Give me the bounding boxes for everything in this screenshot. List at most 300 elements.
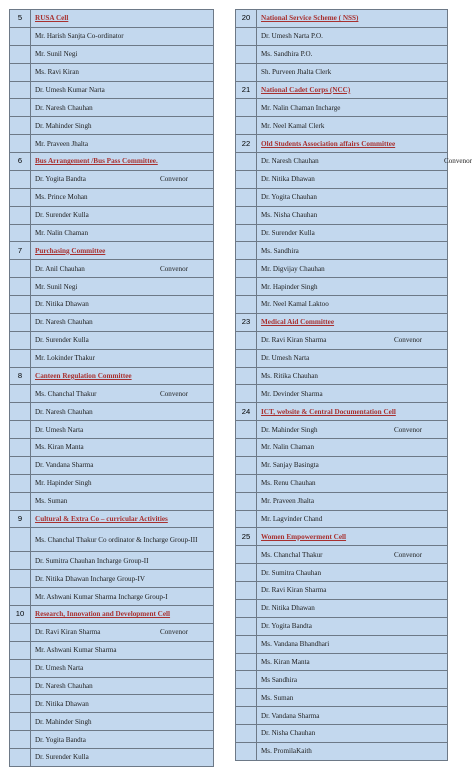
member-cell	[257, 63, 448, 81]
member-name: Dr. Vandana Sharma	[261, 711, 320, 720]
member-name: Dr. Nisha Chauhan	[261, 729, 316, 738]
number-cell	[10, 731, 31, 749]
committee-number: 20	[236, 10, 257, 28]
committee-title: National Service Scheme ( NSS)	[257, 10, 448, 28]
member-row	[236, 27, 448, 45]
member-row	[10, 570, 214, 588]
member-name: Mr. Ashwani Kumar Sharma Incharge Group-I	[35, 592, 168, 601]
member-name: Mr. Praveen Jhalta	[35, 139, 88, 148]
member-name: Mr. Nalin Chaman	[261, 443, 314, 452]
member-row	[236, 564, 448, 582]
member-row	[236, 617, 448, 635]
member-row	[236, 689, 448, 707]
member-row	[10, 224, 214, 242]
member-row	[236, 170, 448, 188]
number-cell	[10, 331, 31, 349]
member-row	[10, 99, 214, 117]
member-cell	[31, 313, 214, 331]
member-row	[10, 63, 214, 81]
member-cell	[257, 296, 448, 314]
member-cell	[257, 278, 448, 296]
number-cell	[236, 385, 257, 403]
number-cell	[236, 99, 257, 117]
member-name: Mr. Praveen Jhalta	[261, 497, 314, 506]
number-cell	[236, 349, 257, 367]
number-cell	[236, 474, 257, 492]
member-cell	[257, 224, 448, 242]
member-name: Dr. Surender Kulla	[35, 336, 89, 345]
number-cell	[236, 742, 257, 760]
number-cell	[10, 385, 31, 403]
member-row	[10, 588, 214, 606]
member-cell	[257, 242, 448, 260]
member-name: Dr. Naresh Chauhan	[35, 407, 93, 416]
member-name: Ms. Renu Chauhan	[261, 479, 316, 488]
member-row	[236, 492, 448, 510]
member-row	[236, 635, 448, 653]
member-row	[236, 742, 448, 760]
number-cell	[10, 439, 31, 457]
member-cell	[31, 641, 214, 659]
member-cell	[257, 474, 448, 492]
member-name: Dr. Surender Kulla	[261, 228, 315, 237]
member-row	[236, 224, 448, 242]
member-cell	[31, 528, 214, 552]
member-cell	[31, 296, 214, 314]
committee-number: 6	[10, 153, 31, 171]
member-role: Convenor	[394, 550, 422, 559]
number-cell	[236, 278, 257, 296]
committee-title: National Cadet Corps (NCC)	[257, 81, 448, 99]
member-row	[236, 242, 448, 260]
member-cell	[31, 278, 214, 296]
number-cell	[10, 713, 31, 731]
member-row	[236, 599, 448, 617]
member-name: Dr. Yogita Bandta	[35, 175, 86, 184]
member-row	[10, 641, 214, 659]
member-row	[10, 188, 214, 206]
number-cell	[236, 707, 257, 725]
member-cell	[31, 456, 214, 474]
member-row	[236, 671, 448, 689]
number-cell	[236, 492, 257, 510]
member-name: Mr. Sanjay Basingta	[261, 461, 319, 470]
member-row	[10, 623, 214, 641]
number-cell	[10, 206, 31, 224]
member-cell	[257, 742, 448, 760]
committee-title: Cultural & Extra Co – curricular Activities	[31, 510, 214, 528]
number-cell	[236, 725, 257, 743]
member-name: Mr. Hapinder Singh	[35, 479, 92, 488]
member-cell	[31, 224, 214, 242]
member-cell	[31, 492, 214, 510]
member-name: Dr. Naresh Chauhan	[35, 318, 93, 327]
member-row	[236, 99, 448, 117]
number-cell	[236, 439, 257, 457]
committee-number: 21	[236, 81, 257, 99]
member-cell	[257, 671, 448, 689]
member-row	[10, 278, 214, 296]
committee-header-row	[10, 367, 214, 385]
member-cell	[257, 99, 448, 117]
member-name: Dr. Sumitra Chauhan Incharge Group-II	[35, 556, 149, 565]
member-name: Dr. Nitika Dhawan	[35, 300, 89, 309]
member-row	[10, 528, 214, 552]
member-name: Dr. Vandana Sharma	[35, 461, 94, 470]
committee-header-row	[10, 606, 214, 624]
number-cell	[10, 63, 31, 81]
number-cell	[236, 421, 257, 439]
member-cell	[31, 349, 214, 367]
member-row	[10, 439, 214, 457]
committee-title: Purchasing Committee	[31, 242, 214, 260]
member-name: Mr. Lokinder Thakur	[35, 354, 95, 363]
committee-header-row	[10, 10, 214, 28]
number-cell	[10, 623, 31, 641]
member-name: Ms. Sandhira	[261, 246, 299, 255]
member-row	[10, 421, 214, 439]
member-name: Dr. Naresh Chauhan	[35, 681, 93, 690]
member-name: Dr. Umesh Narta P.O.	[261, 32, 323, 41]
member-row	[236, 153, 448, 171]
member-row	[10, 474, 214, 492]
member-cell	[31, 45, 214, 63]
number-cell	[236, 206, 257, 224]
number-cell	[236, 546, 257, 564]
committee-number: 24	[236, 403, 257, 421]
member-cell	[31, 117, 214, 135]
number-cell	[10, 81, 31, 99]
number-cell	[236, 170, 257, 188]
number-cell	[10, 492, 31, 510]
number-cell	[10, 695, 31, 713]
member-cell	[31, 385, 214, 403]
member-cell	[257, 510, 448, 528]
number-cell	[236, 45, 257, 63]
committee-number: 5	[10, 10, 31, 28]
committee-header-row	[236, 10, 448, 28]
member-row	[236, 456, 448, 474]
member-row	[10, 206, 214, 224]
member-cell	[31, 695, 214, 713]
member-row	[10, 713, 214, 731]
member-cell	[31, 331, 214, 349]
member-row	[10, 552, 214, 570]
member-name: Ms. Ravi Kiran	[35, 68, 79, 77]
number-cell	[236, 510, 257, 528]
member-role: Convenor	[160, 264, 188, 273]
member-name: Ms. Prince Mohan	[35, 193, 88, 202]
committee-header-row	[10, 153, 214, 171]
number-cell	[236, 582, 257, 600]
member-name: Ms. Chanchal Thakur Co ordinator & Incharge Group-III	[35, 535, 198, 544]
member-name: Dr. Umesh Kumar Narta	[35, 85, 105, 94]
number-cell	[236, 242, 257, 260]
committee-title: ICT, website & Central Documentation Cell	[257, 403, 448, 421]
member-cell	[257, 653, 448, 671]
member-row	[236, 63, 448, 81]
member-row	[236, 439, 448, 457]
member-name: Dr. Surender Kulla	[35, 753, 89, 762]
member-row	[10, 260, 214, 278]
member-cell	[31, 623, 214, 641]
number-cell	[236, 456, 257, 474]
member-name: Ms. Sandhira P.O.	[261, 50, 313, 59]
member-name: Ms. Suman	[35, 497, 68, 506]
number-cell	[236, 653, 257, 671]
member-row	[236, 725, 448, 743]
committee-header-row	[236, 528, 448, 546]
member-cell	[257, 349, 448, 367]
member-row	[10, 695, 214, 713]
number-cell	[10, 296, 31, 314]
member-name: Mr. Hapinder Singh	[261, 282, 318, 291]
member-name: Mr. Neel Kamal Laktoo	[261, 300, 329, 309]
member-row	[236, 510, 448, 528]
member-cell	[257, 367, 448, 385]
number-cell	[10, 313, 31, 331]
member-row	[10, 349, 214, 367]
member-cell	[31, 421, 214, 439]
member-cell	[31, 570, 214, 588]
member-row	[10, 492, 214, 510]
member-cell	[257, 188, 448, 206]
number-cell	[10, 278, 31, 296]
member-cell	[257, 582, 448, 600]
committee-title: Research, Innovation and Development Cell	[31, 606, 214, 624]
number-cell	[10, 27, 31, 45]
committee-number: 23	[236, 313, 257, 331]
number-cell	[236, 331, 257, 349]
number-cell	[10, 570, 31, 588]
committee-number: 22	[236, 135, 257, 153]
member-row	[236, 296, 448, 314]
member-name: Ms. Vandana Bhandhari	[261, 640, 330, 649]
member-row	[10, 403, 214, 421]
member-name: Ms. Chanchal Thakur	[261, 550, 323, 559]
member-row	[236, 707, 448, 725]
member-name: Mr. Lagvinder Chand	[261, 514, 323, 523]
committee-title: Women Empowerment Cell	[257, 528, 448, 546]
member-name: Mr. Nalin Chaman	[35, 228, 88, 237]
member-row	[10, 385, 214, 403]
member-cell	[31, 188, 214, 206]
number-cell	[10, 528, 31, 552]
number-cell	[236, 599, 257, 617]
member-row	[10, 135, 214, 153]
member-cell	[31, 260, 214, 278]
member-role: Convenor	[160, 628, 188, 637]
member-name: Ms. Chanchal Thakur	[35, 389, 97, 398]
member-row	[236, 546, 448, 564]
member-name: Dr. Naresh Chauhan	[261, 157, 319, 166]
number-cell	[236, 117, 257, 135]
member-row	[236, 474, 448, 492]
member-row	[10, 81, 214, 99]
committee-number: 7	[10, 242, 31, 260]
number-cell	[236, 188, 257, 206]
member-cell	[257, 331, 448, 349]
member-name: Mr. Neel Kamal Clerk	[261, 121, 325, 130]
member-name: Dr. Nitika Dhawan	[261, 604, 315, 613]
right-committee-table	[235, 9, 472, 761]
member-name: Dr. Ravi Kiran Sharma	[35, 628, 101, 637]
member-name: Ms. Nisha Chauhan	[261, 211, 318, 220]
member-cell	[257, 689, 448, 707]
committee-title: Canteen Regulation Committee	[31, 367, 214, 385]
committee-header-row	[236, 403, 448, 421]
member-name: Dr. Mahinder Singh	[261, 425, 318, 434]
member-row	[10, 313, 214, 331]
member-row	[236, 45, 448, 63]
committee-title: RUSA Cell	[31, 10, 214, 28]
number-cell	[10, 659, 31, 677]
number-cell	[10, 641, 31, 659]
member-cell	[257, 725, 448, 743]
member-name: Dr. Ravi Kiran Sharma	[261, 336, 327, 345]
number-cell	[10, 135, 31, 153]
member-row	[236, 278, 448, 296]
member-name: Ms Sandhira	[261, 675, 298, 684]
member-name: Dr. Nitika Dhawan	[261, 175, 315, 184]
member-cell	[257, 153, 472, 171]
number-cell	[10, 45, 31, 63]
number-cell	[236, 27, 257, 45]
member-role: Convenor	[394, 336, 422, 345]
member-name: Mr. Ashwani Kumar Sharma	[35, 646, 117, 655]
member-row	[236, 385, 448, 403]
member-cell	[31, 81, 214, 99]
member-row	[10, 27, 214, 45]
number-cell	[10, 188, 31, 206]
number-cell	[10, 552, 31, 570]
number-cell	[236, 617, 257, 635]
member-cell	[31, 588, 214, 606]
number-cell	[10, 474, 31, 492]
member-name: Dr. Nitika Dhawan Incharge Group-IV	[35, 574, 145, 583]
member-name: Mr. Digvijay Chauhan	[261, 264, 325, 273]
member-cell	[31, 677, 214, 695]
committee-header-row	[236, 81, 448, 99]
committee-title: Medical Aid Committee	[257, 313, 448, 331]
member-row	[10, 170, 214, 188]
member-cell	[31, 99, 214, 117]
number-cell	[236, 296, 257, 314]
number-cell	[236, 260, 257, 278]
member-cell	[257, 617, 448, 635]
member-cell	[31, 403, 214, 421]
number-cell	[10, 349, 31, 367]
member-cell	[257, 456, 448, 474]
member-name: Ms. PromilaKaith	[261, 747, 312, 756]
member-cell	[31, 206, 214, 224]
member-cell	[257, 707, 448, 725]
member-name: Mr. Devinder Sharma	[261, 389, 323, 398]
member-name: Dr. Yogita Bandta	[35, 735, 86, 744]
committee-title: Old Students Association affairs Committee	[257, 135, 448, 153]
member-cell	[257, 421, 448, 439]
member-name: Mr. Harish Sanjta Co-ordinator	[35, 32, 124, 41]
member-cell	[31, 27, 214, 45]
member-name: Dr. Mahinder Singh	[35, 121, 92, 130]
number-cell	[10, 421, 31, 439]
member-cell	[31, 731, 214, 749]
member-name: Dr. Umesh Narta	[35, 664, 84, 673]
member-cell	[257, 546, 448, 564]
member-name: Dr. Surender Kulla	[35, 211, 89, 220]
committee-number: 10	[10, 606, 31, 624]
member-name: Mr. Sunil Negi	[35, 50, 78, 59]
member-row	[236, 260, 448, 278]
member-cell	[257, 439, 448, 457]
member-name: Dr. Mahinder Singh	[35, 717, 92, 726]
member-name: Dr. Ravi Kiran Sharma	[261, 586, 327, 595]
member-row	[10, 45, 214, 63]
number-cell	[236, 153, 257, 171]
member-row	[236, 331, 448, 349]
number-cell	[10, 749, 31, 767]
number-cell	[236, 63, 257, 81]
number-cell	[236, 224, 257, 242]
member-cell	[31, 749, 214, 767]
member-cell	[257, 492, 448, 510]
member-row	[10, 749, 214, 767]
member-name: Sh. Purveen Jhalta Clerk	[261, 68, 332, 77]
member-row	[10, 456, 214, 474]
member-row	[236, 421, 448, 439]
member-cell	[257, 635, 448, 653]
member-cell	[257, 170, 448, 188]
number-cell	[10, 260, 31, 278]
number-cell	[10, 403, 31, 421]
member-cell	[257, 27, 448, 45]
number-cell	[236, 564, 257, 582]
member-row	[236, 653, 448, 671]
member-role: Convenor	[444, 157, 472, 166]
member-name: Mr. Nalin Chaman Incharge	[261, 103, 341, 112]
member-name: Dr. Naresh Chauhan	[35, 103, 93, 112]
member-cell	[257, 260, 448, 278]
member-name: Ms. Kiran Manta	[35, 443, 84, 452]
member-role: Convenor	[394, 425, 422, 434]
member-cell	[257, 206, 448, 224]
member-name: Dr. Sumitra Chauhan	[261, 568, 322, 577]
member-cell	[31, 659, 214, 677]
number-cell	[10, 99, 31, 117]
member-cell	[31, 135, 214, 153]
member-row	[236, 188, 448, 206]
member-cell	[31, 552, 214, 570]
member-cell	[31, 474, 214, 492]
number-cell	[10, 224, 31, 242]
member-role: Convenor	[160, 175, 188, 184]
member-row	[236, 349, 448, 367]
committee-header-row	[10, 242, 214, 260]
number-cell	[10, 677, 31, 695]
member-cell	[257, 564, 448, 582]
number-cell	[10, 170, 31, 188]
member-row	[10, 677, 214, 695]
number-cell	[10, 588, 31, 606]
member-name: Ms. Suman	[261, 693, 294, 702]
member-row	[10, 117, 214, 135]
number-cell	[236, 635, 257, 653]
committee-header-row	[10, 510, 214, 528]
member-row	[236, 206, 448, 224]
member-name: Dr. Umesh Narta	[35, 425, 84, 434]
number-cell	[10, 117, 31, 135]
committee-header-row	[236, 135, 448, 153]
